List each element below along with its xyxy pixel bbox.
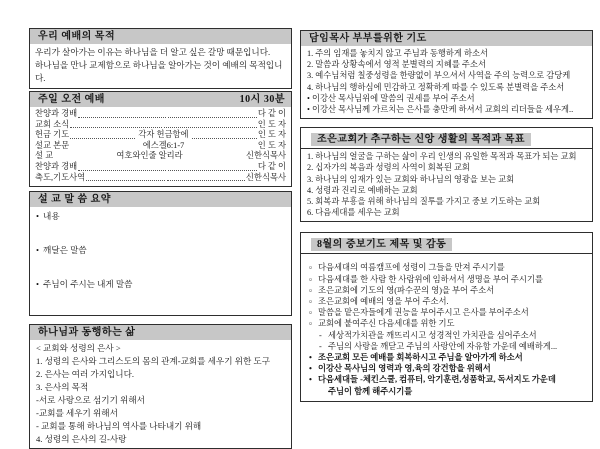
- august-prayer-line: • 이강산 목사님의 영력과 영,육의 강건함을 위해서: [309, 364, 491, 374]
- pastor-prayer-line: 2. 말씀과 상황속에서 영적 분별력의 지혜를 주소서: [307, 60, 486, 70]
- walk-with-god-subtitle: < 교회와 성령의 은사 >: [36, 343, 121, 354]
- dotted-leader: [167, 180, 245, 181]
- bullet-icon: •: [36, 279, 40, 290]
- august-prayer-line: • 다음세대들 -체킨스쿨, 컴퓨터, 악기훈련,성품학교, 독서지도 가운데: [309, 375, 556, 385]
- worship-purpose-title: 우리 예배의 목적: [30, 29, 291, 44]
- august-prayer-lines: [301, 254, 592, 400]
- sunday-service-rows: [30, 107, 291, 186]
- walk-with-god-body: [30, 340, 291, 448]
- walk-with-god-line: 4. 성령의 은사의 길-사랑: [36, 433, 127, 444]
- sermon-summary-item: • 주님이 주시는 내게 말씀: [36, 279, 133, 290]
- church-goals-lines: [301, 149, 592, 221]
- bullet-icon: •: [309, 353, 312, 363]
- pastor-prayer-title: 담임목사 부부를위한 기도: [301, 31, 592, 46]
- service-person: 인 도 자: [257, 130, 287, 140]
- service-person: 인 도 자: [257, 119, 286, 129]
- service-detail: 에스겔6:1-7: [142, 140, 185, 150]
- bullet-icon: ▫: [309, 263, 312, 273]
- august-prayer-box: [300, 232, 593, 401]
- bullet-icon: •: [309, 364, 312, 374]
- bullet-icon: •: [309, 375, 312, 385]
- walk-with-god-line: 1. 성령의 은사와 그리스도의 몸의 관계-교회를 세우기 위한 도구: [36, 356, 271, 367]
- bullet-icon: -: [319, 341, 322, 351]
- bullet-icon: •: [36, 245, 40, 256]
- dotted-leader: [86, 180, 164, 181]
- service-row: [35, 109, 286, 120]
- church-goal-line: 4. 성령과 진리로 예배하는 교회: [307, 185, 418, 195]
- bullet-icon: ▫: [309, 285, 312, 295]
- sermon-summary-box: [29, 191, 292, 316]
- church-goals-box: [300, 127, 593, 222]
- service-item: 축도,기도사역: [35, 172, 86, 182]
- worship-purpose-line: 우리가 살아가는 이유는 하나님을 더 알고 싶은 갈망 때문입니다.: [35, 47, 271, 57]
- worship-purpose-box: [29, 28, 292, 89]
- bullet-icon: ▫: [309, 308, 312, 318]
- dotted-leader: [78, 170, 166, 171]
- august-prayer-line: - 세상적가치관을 깨뜨리시고 성경적인 가치관을 심어주소서: [319, 330, 537, 340]
- dotted-leader: [168, 117, 256, 118]
- service-person: 신한식목사: [245, 172, 286, 182]
- service-item: 교회 소식: [35, 119, 70, 129]
- service-row: [35, 130, 286, 141]
- dotted-leader: [168, 170, 256, 171]
- worship-purpose-line: 하나님을 만나 교제함으로 하나님을 알아가는 것이 예배의 목적입니다.: [35, 60, 283, 83]
- walk-with-god-line: 3. 은사의 목적: [36, 381, 89, 392]
- church-goal-line: 2. 십자가의 복음과 성령의 사역이 회복된 교회: [307, 163, 470, 173]
- sunday-service-title: 주일 오전 예배: [38, 94, 105, 105]
- dotted-leader: [164, 127, 256, 128]
- august-prayer-line: ▫ 조은교회에 예배의 영을 부어 주소서.: [309, 297, 449, 307]
- walk-with-god-line: -서로 사랑으로 섬기기 위해서: [36, 394, 145, 405]
- pastor-prayer-line: 3. 예수님처럼 칠중성령을 한량없이 부으셔서 사역을 주의 능력으로 감당케: [307, 71, 571, 81]
- service-detail: 여호와인줄 알리라: [116, 151, 183, 161]
- service-item: 헌금 기도: [35, 130, 70, 140]
- church-goal-line: 3. 하나님의 임재가 있는 교회와 하나님의 영광을 보는 교회: [307, 174, 515, 184]
- august-prayer-line: - 주님의 사랑을 깨닫고 주님의 사랑안에 자유함 가운데 예배하게...: [319, 341, 558, 351]
- sunday-service-header: [30, 92, 291, 107]
- worship-purpose-lines: [30, 44, 291, 88]
- walk-with-god-box: [29, 324, 292, 449]
- church-goal-line: 6. 다음세대를 세우는 교회: [307, 208, 400, 218]
- pastor-prayer-box: [300, 30, 593, 119]
- walk-with-god-lines: [36, 355, 285, 445]
- service-item: 찬양과 경배: [35, 109, 78, 118]
- august-prayer-title: 8월의 중보기도 제목 및 감동: [311, 238, 452, 251]
- august-prayer-header: [301, 233, 592, 254]
- service-person: 신한식목사: [245, 151, 287, 161]
- bullet-icon: ▫: [309, 319, 312, 329]
- august-prayer-line: ▫ 다음세대의 여름캠프에 성령이 그들을 만져 주시기를: [309, 263, 505, 273]
- pastor-prayer-lines: [301, 46, 592, 118]
- church-goal-line: 1. 하나님의 얼굴을 구하는 삶이 우리 인생의 유일한 목적과 목표가 되는 교회: [307, 152, 577, 162]
- service-row: [35, 173, 286, 184]
- walk-with-god-line: - 교회를 통해 하나님의 역사를 나타내기 위해: [36, 420, 202, 431]
- church-goals-title: 조은교회가 추구하는 신앙 생활의 목적과 목표: [311, 133, 531, 146]
- church-goals-header: [301, 128, 592, 149]
- bullet-icon: •: [36, 211, 40, 222]
- walk-with-god-line: -교회를 세우기 위해서: [36, 407, 118, 418]
- august-prayer-line: 주님이 함께 해주시기를: [328, 386, 413, 396]
- service-item: 설교 본문: [35, 140, 70, 150]
- august-prayer-line: ▫ 조은교회에 기도의 영(파수꾼의 영)을 부어 주소서: [309, 285, 495, 295]
- service-row: [35, 141, 286, 152]
- sunday-service-box: [29, 91, 292, 187]
- august-prayer-line: ▫ 다음세대를 한 사람 한 사람위에 임하셔서 생명을 부어 주시기를: [309, 274, 543, 284]
- pastor-prayer-line: • 이강산 목사님께 가르치는 은사를 충만케 하셔서 교회의 리더들을 세우게..: [307, 105, 574, 115]
- dotted-leader: [78, 117, 166, 118]
- service-row: [35, 162, 286, 173]
- walk-with-god-title: 하나님과 동행하는 삶: [30, 325, 291, 340]
- august-prayer-line: • 조은교회 모든 예배를 회복하시고 주님을 알아가게 하소서: [309, 353, 523, 363]
- service-person: 인 도 자: [257, 140, 286, 150]
- service-row: [35, 120, 286, 131]
- dotted-leader: [70, 138, 135, 139]
- service-item: 설 교: [35, 151, 54, 161]
- service-person: 다 같 이: [257, 161, 287, 171]
- sunday-service-time: 10시 30분: [239, 94, 285, 105]
- service-item: 찬양과 경배: [35, 161, 78, 171]
- church-goal-line: 5. 회복과 부흥을 위해 하나님의 질투를 가지고 중보 기도하는 교회: [307, 197, 541, 207]
- walk-with-god-line: 2. 은사는 여러 가지입니다.: [36, 368, 135, 379]
- sermon-summary-body: [30, 207, 291, 315]
- service-row: [35, 151, 286, 162]
- august-prayer-line: ▫ 말씀을 맡은자들에게 권능을 부어주시고 은사를 부어주소서: [309, 308, 529, 318]
- august-prayer-line: ▫ 교회에 붙여주신 다음세대를 위한 기도: [309, 319, 455, 329]
- service-detail: 각자 헌금함에: [138, 130, 189, 140]
- pastor-prayer-line: 4. 하나님의 행하심에 민감하고 정확하게 따를 수 있도록 분별력을 주소서: [307, 82, 565, 92]
- right-column: [300, 30, 593, 402]
- left-column: [29, 28, 292, 449]
- bullet-icon: ▫: [309, 297, 312, 307]
- pastor-prayer-line: 1. 주의 임재를 놓치지 않고 주님과 동행하게 하소서: [307, 49, 489, 58]
- sermon-summary-title: 설 교 말 씀 요약: [30, 192, 291, 207]
- sermon-summary-item: • 깨달은 말씀: [36, 245, 87, 256]
- dotted-leader: [192, 138, 257, 139]
- sermon-summary-item: • 내용: [36, 211, 60, 222]
- dotted-leader: [70, 127, 162, 128]
- bullet-icon: ▫: [309, 274, 312, 284]
- pastor-prayer-line: • 이강산 목사님위에 말씀의 권세를 부어 주소서: [307, 93, 475, 103]
- bullet-icon: -: [319, 330, 322, 340]
- service-person: 다 같 이: [257, 109, 287, 118]
